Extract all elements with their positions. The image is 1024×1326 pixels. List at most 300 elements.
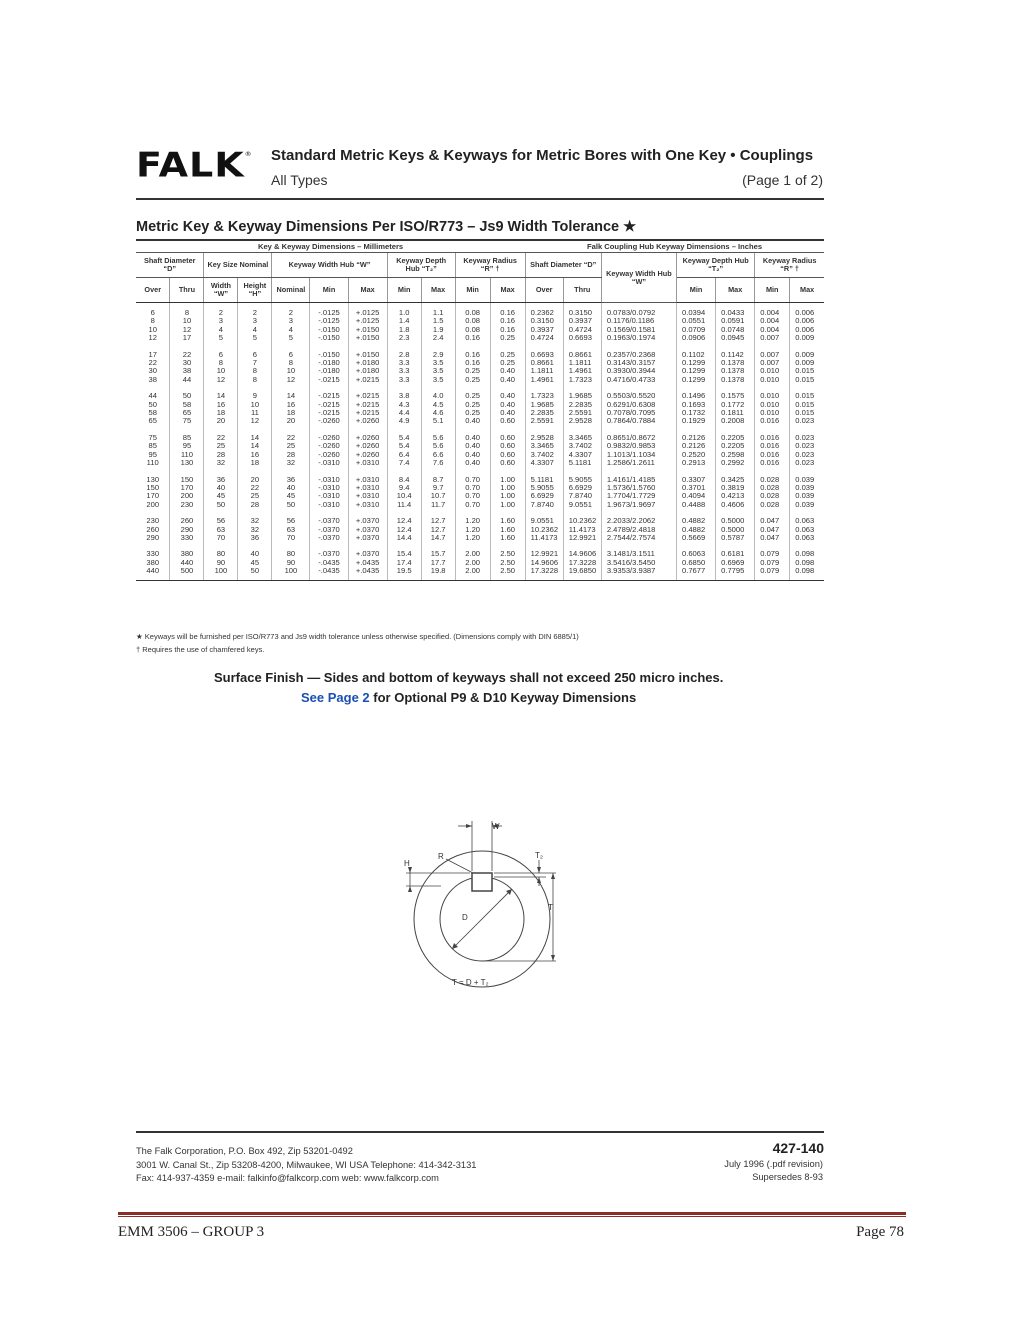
table-cell: 0.16	[490, 326, 525, 334]
table-cell: 12	[170, 326, 204, 334]
footer-page-number: Page 78	[856, 1224, 904, 1240]
table-cell: 0.40	[455, 426, 490, 442]
table-cell: 0.08	[455, 317, 490, 325]
table-cell: -.0125	[310, 317, 348, 325]
table-cell: 2.00	[455, 559, 490, 567]
table-cell: 20	[204, 417, 238, 425]
table-cell: -.0260	[310, 426, 348, 442]
table-cell: 10	[170, 317, 204, 325]
table-cell: 0.8661	[563, 343, 601, 359]
table-cell: 0.16	[490, 303, 525, 318]
table-row	[136, 534, 824, 542]
table-cell: 6	[272, 343, 310, 359]
subheader-max: Max	[716, 278, 755, 303]
table-cell: 14.7	[421, 534, 455, 542]
table-cell: 90	[272, 559, 310, 567]
table-cell: -.0370	[310, 526, 348, 534]
table-cell: 38	[170, 367, 204, 375]
table-cell: 110	[170, 451, 204, 459]
table-cell: 10	[238, 401, 272, 409]
table-cell: 0.015	[795, 399, 815, 409]
table-cell: 0.60	[490, 417, 525, 425]
table-cell: 58	[136, 409, 170, 417]
table-title: Metric Key & Keyway Dimensions Per ISO/R773 – Js9 Width Tolerance ★	[136, 219, 637, 235]
see-page-2-link[interactable]: See Page 2	[301, 690, 370, 705]
table-cell: 38	[136, 376, 170, 384]
table-cell: 1.9	[421, 326, 455, 334]
table-row	[136, 343, 824, 359]
arrow-icon	[551, 873, 555, 879]
table-cell: 19.6850	[563, 567, 601, 580]
table-cell: 0.3937	[563, 317, 601, 325]
table-cell: 45	[204, 492, 238, 500]
table-cell: 0.0709	[676, 326, 715, 334]
table-cell: 19.8	[421, 567, 455, 580]
table-cell: 11	[238, 409, 272, 417]
table-cell: 70	[272, 534, 310, 542]
subheader-min: Min	[676, 278, 715, 303]
table-row	[136, 417, 824, 425]
table-cell: 4.5	[421, 401, 455, 409]
table-cell: 12	[204, 376, 238, 384]
table-cell: 5.9055	[563, 468, 601, 484]
table-cell: -.0310	[310, 484, 348, 492]
table-cell: 1.60	[490, 509, 525, 525]
footer-rule	[118, 1216, 906, 1217]
table-cell: 12.9921	[563, 534, 601, 542]
table-cell: 4.6	[421, 409, 455, 417]
table-cell: 2.4789/2.4818	[601, 526, 676, 534]
footnote-dagger: † Requires the use of chamfered keys.	[136, 645, 265, 654]
table-cell: 0.010	[755, 401, 790, 409]
table-cell: +.0310	[348, 492, 387, 500]
table-cell: 260	[136, 526, 170, 534]
table-cell: 200	[170, 492, 204, 500]
table-cell: 17.7	[421, 559, 455, 567]
table-cell: 3.8	[387, 384, 421, 400]
table-cell: 8	[238, 376, 272, 384]
subheader-max: Max	[348, 278, 387, 303]
table-cell: 0.25	[455, 409, 490, 417]
table-cell: 70	[204, 534, 238, 542]
diagram-label-h: H	[404, 859, 410, 868]
table-cell: -.0215	[310, 376, 348, 384]
table-cell: 0.0783/0.0792	[601, 303, 676, 318]
table-cell: +.0125	[348, 303, 387, 318]
table-row	[136, 334, 824, 342]
table-cell: 16	[204, 401, 238, 409]
table-cell: 0.007	[755, 359, 790, 367]
header-keyway-radius: Keyway Radius “R” †	[455, 253, 525, 278]
table-cell: 3.5	[421, 376, 455, 384]
table-cell: 8.7	[421, 468, 455, 484]
header-key-size: Key Size Nominal	[204, 253, 272, 278]
table-cell: 10	[272, 367, 310, 375]
table-cell: 22	[136, 359, 170, 367]
table-cell: 0.40	[490, 401, 525, 409]
table-cell: +.0310	[348, 459, 387, 467]
table-cell: 10	[136, 326, 170, 334]
bottom-divider	[136, 1131, 824, 1133]
table-cell: 45	[272, 492, 310, 500]
table-cell: -.0215	[310, 409, 348, 417]
table-cell: 2.2835	[525, 409, 563, 417]
table-cell: 0.6693	[563, 334, 601, 342]
table-cell: 0.2598	[716, 451, 755, 459]
subheader-min: Min	[755, 278, 790, 303]
table-cell: 0.6291/0.6308	[601, 401, 676, 409]
table-cell: 0.004	[755, 317, 790, 325]
arrow-icon	[466, 824, 472, 828]
table-cell: 8.4	[387, 468, 421, 484]
table-cell: 0.098	[795, 557, 815, 567]
table-cell: 0.3150	[563, 303, 601, 318]
table-cell: 4	[272, 326, 310, 334]
table-cell: 0.039	[795, 482, 815, 492]
table-cell: 0.16	[455, 359, 490, 367]
table-cell: 0.079	[755, 559, 790, 567]
table-cell: 22	[272, 426, 310, 442]
table-cell: 2.4	[421, 334, 455, 342]
table-cell: 0.4716/0.4733	[601, 376, 676, 384]
table-cell: 6.6929	[563, 484, 601, 492]
table-cell: 0.70	[455, 484, 490, 492]
table-cell: 0.028	[755, 501, 790, 509]
table-cell: 1.00	[490, 492, 525, 500]
document-title: Standard Metric Keys & Keyways for Metric Bores with One Key • Couplings	[271, 147, 814, 164]
header-divider	[136, 198, 824, 200]
table-cell: +.0310	[348, 501, 387, 509]
table-cell: 1.9685	[563, 384, 601, 400]
table-cell: 0.2205	[716, 426, 755, 442]
table-cell: 0.1299	[676, 367, 715, 375]
page-reference: (Page 1 of 2)	[742, 172, 823, 188]
table-cell: 4.3307	[525, 459, 563, 467]
table-cell: 40	[204, 484, 238, 492]
document-number: 427-140	[772, 1140, 824, 1156]
table-cell: +.0150	[348, 334, 387, 342]
table-cell: 32	[204, 459, 238, 467]
table-cell: 200	[136, 501, 170, 509]
table-cell: 2.3	[387, 334, 421, 342]
table-cell: 0.0906	[676, 334, 715, 342]
table-cell: 0.015	[795, 374, 815, 384]
keyway-slot	[472, 873, 492, 891]
table-cell: -.0260	[310, 442, 348, 450]
table-cell: 6	[136, 303, 170, 318]
table-cell: 12.4	[387, 509, 421, 525]
table-cell: 0.60	[490, 459, 525, 467]
table-cell: +.0215	[348, 376, 387, 384]
table-cell: 2.2033/2.2062	[601, 509, 676, 525]
table-row	[136, 567, 824, 580]
table-cell: 3.3	[387, 367, 421, 375]
table-cell: 0.4094	[676, 492, 715, 500]
table-cell: 40	[238, 542, 272, 558]
table-cell: 0.006	[795, 316, 815, 326]
table-cell: 5.9055	[525, 484, 563, 492]
table-cell: 6.6	[421, 451, 455, 459]
table-cell: 5	[204, 334, 238, 342]
table-cell: 0.7677	[676, 567, 715, 580]
table-cell: 0.40	[490, 367, 525, 375]
table-cell: 0.08	[455, 303, 490, 318]
table-cell: 2.9528	[563, 417, 601, 425]
table-cell: 2.5591	[525, 417, 563, 425]
table-cell: 0.016	[755, 417, 790, 425]
table-cell: 3.5	[421, 359, 455, 367]
subheader-thru: Thru	[563, 278, 601, 303]
table-cell: 11.4173	[563, 526, 601, 534]
diagram-label-t2: T₂	[535, 851, 543, 860]
table-cell: 0.3819	[716, 484, 755, 492]
table-cell: 3	[238, 317, 272, 325]
table-cell: 0.1299	[676, 376, 715, 384]
table-cell: 0.40	[455, 459, 490, 467]
table-cell: 6	[204, 343, 238, 359]
arrow-icon	[537, 867, 541, 873]
subheader-min: Min	[455, 278, 490, 303]
subheader-max: Max	[421, 278, 455, 303]
table-cell: 0.1378	[716, 367, 755, 375]
table-cell: 63	[204, 526, 238, 534]
diagram-label-t: T	[548, 903, 553, 912]
table-cell: 0.079	[755, 567, 790, 580]
table-cell: 0.40	[455, 442, 490, 450]
table-cell: 0.4724	[563, 326, 601, 334]
header-shaft-diameter: Shaft Diameter “D”	[136, 253, 204, 278]
table-cell: 260	[170, 509, 204, 525]
table-cell: 17	[170, 334, 204, 342]
table-cell: -.0180	[310, 367, 348, 375]
table-cell: 7.4	[387, 459, 421, 467]
table-cell: 130	[136, 468, 170, 484]
table-cell: 50	[238, 567, 272, 580]
table-cell: +.0310	[348, 484, 387, 492]
table-cell: 1.7323	[525, 384, 563, 400]
table-row	[136, 509, 824, 525]
footnote-star: ★ Keyways will be furnished per ISO/R773 and Js9 width tolerance unless otherwise specified. (Dimensions comply with DIN 6885/1)	[136, 632, 579, 641]
table-cell: 0.010	[755, 409, 790, 417]
table-cell: 65	[136, 417, 170, 425]
table-cell: 1.4161/1.4185	[601, 468, 676, 484]
table-cell: 0.1693	[676, 401, 715, 409]
table-cell: 1.60	[490, 526, 525, 534]
table-cell: +.0215	[348, 409, 387, 417]
table-cell: 7	[238, 359, 272, 367]
table-cell: 1.20	[455, 534, 490, 542]
table-cell: 12	[272, 376, 310, 384]
table-cell: 0.9832/0.9853	[601, 442, 676, 450]
table-cell: 0.015	[795, 366, 815, 376]
table-cell: 0.2126	[676, 442, 715, 450]
table-cell: -.0260	[310, 451, 348, 459]
table-cell: -.0310	[310, 501, 348, 509]
table-cell: 2	[204, 303, 238, 318]
table-cell: 56	[204, 509, 238, 525]
table-cell: 0.40	[490, 376, 525, 384]
table-cell: 45	[238, 559, 272, 567]
table-cell: 9.0551	[525, 509, 563, 525]
table-row	[136, 384, 824, 400]
table-cell: 0.0551	[676, 317, 715, 325]
table-cell: 7.8740	[563, 492, 601, 500]
table-cell: +.0260	[348, 451, 387, 459]
subheader-max: Max	[790, 278, 824, 303]
table-cell: 0.023	[795, 458, 815, 468]
header-keyway-width: Keyway Width Hub “W”	[272, 253, 387, 278]
table-cell: 2.9528	[525, 426, 563, 442]
subheader-max: Max	[490, 278, 525, 303]
table-cell: 14.4	[387, 534, 421, 542]
table-cell: 0.5000	[716, 526, 755, 534]
table-cell: 0.016	[755, 426, 790, 442]
table-cell: 14	[272, 384, 310, 400]
table-cell: 500	[170, 567, 204, 580]
table-cell: 150	[170, 468, 204, 484]
table-cell: +.0370	[348, 542, 387, 558]
table-cell: 8	[136, 317, 170, 325]
table-cell: 6	[238, 343, 272, 359]
see-page-note	[301, 690, 636, 705]
table-cell: 0.16	[455, 334, 490, 342]
table-cell: 3	[272, 317, 310, 325]
table-cell: 0.039	[795, 474, 815, 484]
table-cell: 1.20	[455, 509, 490, 525]
table-cell: 80	[272, 542, 310, 558]
table-cell: 25	[238, 492, 272, 500]
table-cell: 0.047	[755, 526, 790, 534]
table-cell: 0.6969	[716, 559, 755, 567]
table-cell: 28	[272, 451, 310, 459]
table-cell: 90	[204, 559, 238, 567]
table-cell: 1.1013/1.1034	[601, 451, 676, 459]
table-cell: 330	[170, 534, 204, 542]
subheader-over: Over	[525, 278, 563, 303]
table-cell: 330	[136, 542, 170, 558]
table-cell: 0.039	[795, 499, 815, 509]
table-cell: 32	[238, 509, 272, 525]
table-cell: 10.4	[387, 492, 421, 500]
table-cell: 0.40	[455, 417, 490, 425]
table-cell: 12.4	[387, 526, 421, 534]
table-cell: 0.1732	[676, 409, 715, 417]
table-cell: 0.023	[795, 416, 815, 426]
table-cell: 0.063	[795, 524, 815, 534]
table-row	[136, 542, 824, 558]
table-cell: -.0310	[310, 468, 348, 484]
table-cell: 0.6850	[676, 559, 715, 567]
table-cell: 0.25	[455, 384, 490, 400]
table-cell: 0.4724	[525, 334, 563, 342]
table-cell: 25	[204, 442, 238, 450]
table-cell: 8	[238, 367, 272, 375]
table-cell: 0.2126	[676, 426, 715, 442]
table-cell: 9	[238, 384, 272, 400]
table-cell: 1.0	[387, 303, 421, 318]
table-cell: 0.039	[795, 491, 815, 501]
table-cell: 0.023	[795, 432, 815, 442]
table-cell: +.0435	[348, 567, 387, 580]
table-cell: 0.006	[795, 308, 815, 317]
table-cell: 0.015	[795, 391, 815, 401]
table-cell: 0.1929	[676, 417, 715, 425]
table-row	[136, 468, 824, 484]
table-cell: 1.00	[490, 501, 525, 509]
table-cell: 0.08	[455, 326, 490, 334]
table-cell: 6.4	[387, 451, 421, 459]
table-cell: 9.7	[421, 484, 455, 492]
table-cell: 0.1496	[676, 384, 715, 400]
table-cell: -.0370	[310, 509, 348, 525]
header-keyway-depth: Keyway Depth Hub “T₂”	[387, 253, 455, 278]
table-cell: 4.3307	[563, 451, 601, 459]
table-cell: 15.7	[421, 542, 455, 558]
table-cell: 11.4173	[525, 534, 563, 542]
document-subtitle: All Types	[271, 172, 328, 188]
table-cell: 2.8	[387, 343, 421, 359]
table-cell: 0.8651/0.8672	[601, 426, 676, 442]
header-keyway-width-in: Keyway Width Hub “W”	[601, 253, 676, 303]
table-cell: 11.7	[421, 501, 455, 509]
table-cell: 36	[272, 468, 310, 484]
table-cell: 5.4	[387, 442, 421, 450]
table-cell: 0.8661	[525, 359, 563, 367]
table-cell: 150	[136, 484, 170, 492]
table-cell: 5	[272, 334, 310, 342]
arrow-icon	[408, 886, 412, 892]
table-cell: 9.4	[387, 484, 421, 492]
table-cell: 0.40	[455, 451, 490, 459]
table-cell: -.0310	[310, 459, 348, 467]
table-cell: 0.40	[490, 384, 525, 400]
table-cell: 0.1142	[716, 343, 755, 359]
table-cell: 2.50	[490, 567, 525, 580]
table-cell: 3.5416/3.5450	[601, 559, 676, 567]
table-cell: +.0260	[348, 442, 387, 450]
table-cell: 3.3465	[525, 442, 563, 450]
table-cell: 30	[136, 367, 170, 375]
table-cell: 75	[170, 417, 204, 425]
table-cell: 14.9606	[563, 542, 601, 558]
table-cell: 3	[204, 317, 238, 325]
table-cell: 1.9685	[525, 401, 563, 409]
table-cell: +.0215	[348, 401, 387, 409]
table-cell: 0.010	[755, 367, 790, 375]
table-cell: 0.5669	[676, 534, 715, 542]
table-cell: 15.4	[387, 542, 421, 558]
subheader-height: Height “H”	[238, 278, 272, 303]
table-cell: 1.7323	[563, 376, 601, 384]
table-cell: 1.5736/1.5760	[601, 484, 676, 492]
table-cell: 75	[136, 426, 170, 442]
diagram-label-w: W	[492, 822, 500, 831]
table-cell: -.0150	[310, 334, 348, 342]
table-row	[136, 426, 824, 442]
table-cell: 95	[170, 442, 204, 450]
table-cell: 30	[170, 359, 204, 367]
table-cell: 100	[272, 567, 310, 580]
table-cell: 380	[136, 559, 170, 567]
footer-rule	[118, 1212, 906, 1215]
table-cell: 0.1102	[676, 343, 715, 359]
table-cell: 0.009	[795, 333, 815, 343]
table-cell: 12.9921	[525, 542, 563, 558]
table-cell: 2.7544/2.7574	[601, 534, 676, 542]
table-cell: +.0370	[348, 534, 387, 542]
table-cell: 0.3143/0.3157	[601, 359, 676, 367]
table-cell: 5.6	[421, 426, 455, 442]
